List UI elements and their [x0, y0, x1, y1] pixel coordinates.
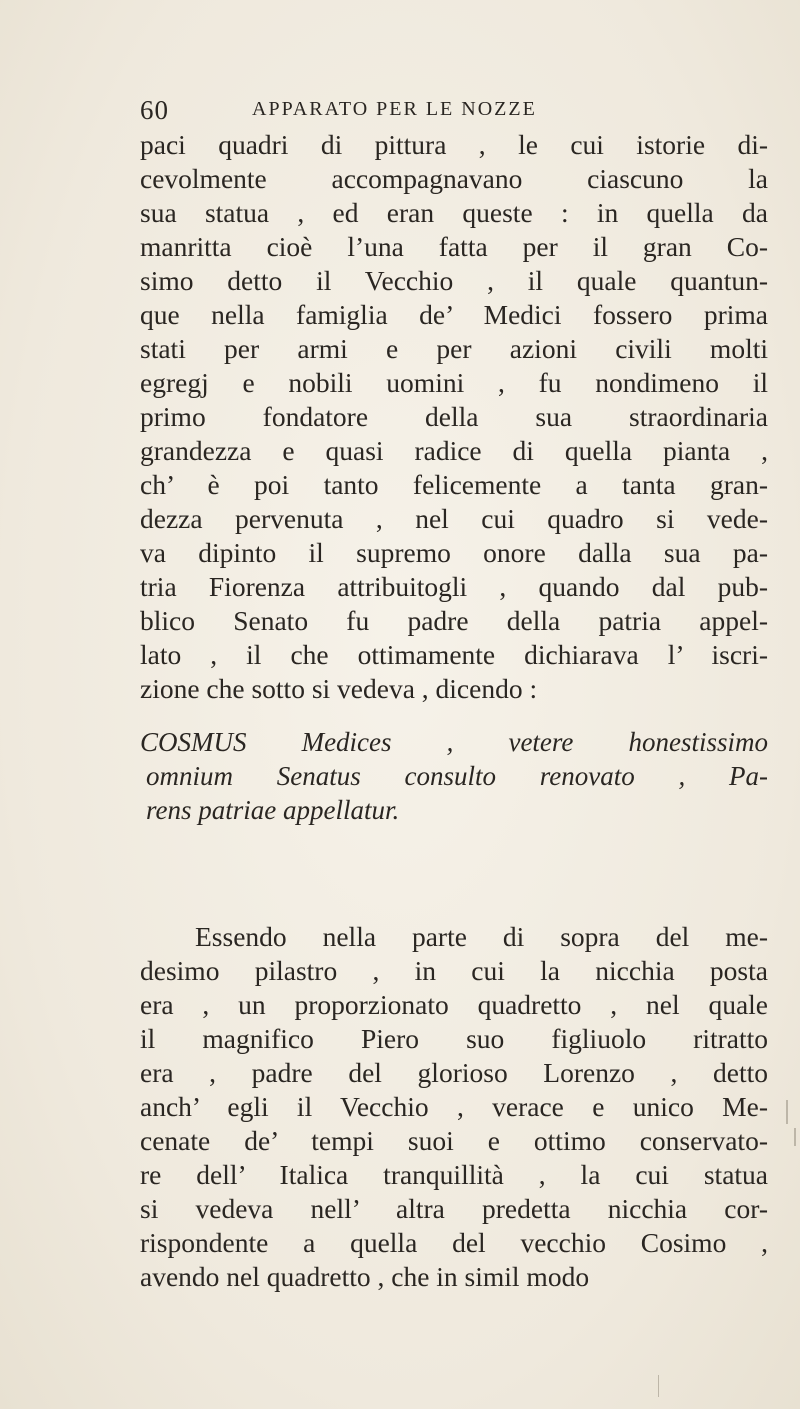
quote-line: omnium Senatus consulto renovato , Pa-	[146, 761, 768, 791]
text-line: si vedeva nell’ altra predetta nicchia cor-	[140, 1193, 768, 1224]
page-edge-mark	[658, 1375, 659, 1397]
text-line: anch’ egli il Vecchio , verace e unico Me-	[140, 1091, 768, 1122]
text-line: egregj e nobili uomini , fu nondimeno il	[140, 367, 768, 398]
quote-line: rens patriae appellatur.	[146, 795, 400, 825]
text-line: stati per armi e per azioni civili molti	[140, 333, 768, 364]
page-number: 60	[140, 95, 169, 125]
text-line: va dipinto il supremo onore dalla sua pa-	[140, 537, 768, 568]
inscription-quote	[140, 725, 768, 827]
text-line: paci quadri di pittura , le cui istorie di-	[140, 129, 768, 160]
text-line: era , padre del glorioso Lorenzo , detto	[140, 1057, 768, 1088]
text-line: lato , il che ottimamente dichiarava l’ iscri-	[140, 639, 768, 670]
text-line: sua statua , ed eran queste : in quella da	[140, 197, 768, 228]
text-line: que nella famiglia de’ Medici fossero prima	[140, 299, 768, 330]
text-line: dezza pervenuta , nel cui quadro si vede-	[140, 503, 768, 534]
quote-line: COSMUS Medices , vetere honestissimo	[140, 727, 768, 757]
text-line: rispondente a quella del vecchio Cosimo ,	[140, 1227, 768, 1258]
text-line: avendo nel quadretto , che in simil modo	[140, 1261, 590, 1292]
text-line: tria Fiorenza attribuitogli , quando dal pub-	[140, 571, 768, 602]
text-line: desimo pilastro , in cui la nicchia posta	[140, 955, 768, 986]
text-line: primo fondatore della sua straordinaria	[140, 401, 768, 432]
page-edge-mark	[786, 1100, 788, 1124]
text-line: zione che sotto si vedeva , dicendo :	[140, 673, 538, 704]
text-line: manritta cioè l’una fatta per il gran Co-	[140, 231, 768, 262]
page-header	[140, 95, 680, 131]
paragraph-2	[140, 920, 768, 1294]
text-line: il magnifico Piero suo figliuolo ritratto	[140, 1023, 768, 1054]
text-line: Essendo nella parte di sopra del me-	[195, 921, 768, 952]
running-head: APPARATO PER LE NOZZE	[252, 98, 537, 120]
text-line: ch’ è poi tanto felicemente a tanta gran-	[140, 469, 768, 500]
text-line: era , un proporzionato quadretto , nel quale	[140, 989, 768, 1020]
text-line: simo detto il Vecchio , il quale quantun-	[140, 265, 768, 296]
page-edge-mark	[794, 1128, 796, 1146]
text-line: cevolmente accompagnavano ciascuno la	[140, 163, 768, 194]
text-line: blico Senato fu padre della patria appel-	[140, 605, 768, 636]
text-line: cenate de’ tempi suoi e ottimo conservato-	[140, 1125, 768, 1156]
paragraph-1	[140, 128, 768, 706]
text-line: re dell’ Italica tranquillità , la cui statua	[140, 1159, 768, 1190]
text-line: grandezza e quasi radice di quella pianta ,	[140, 435, 768, 466]
